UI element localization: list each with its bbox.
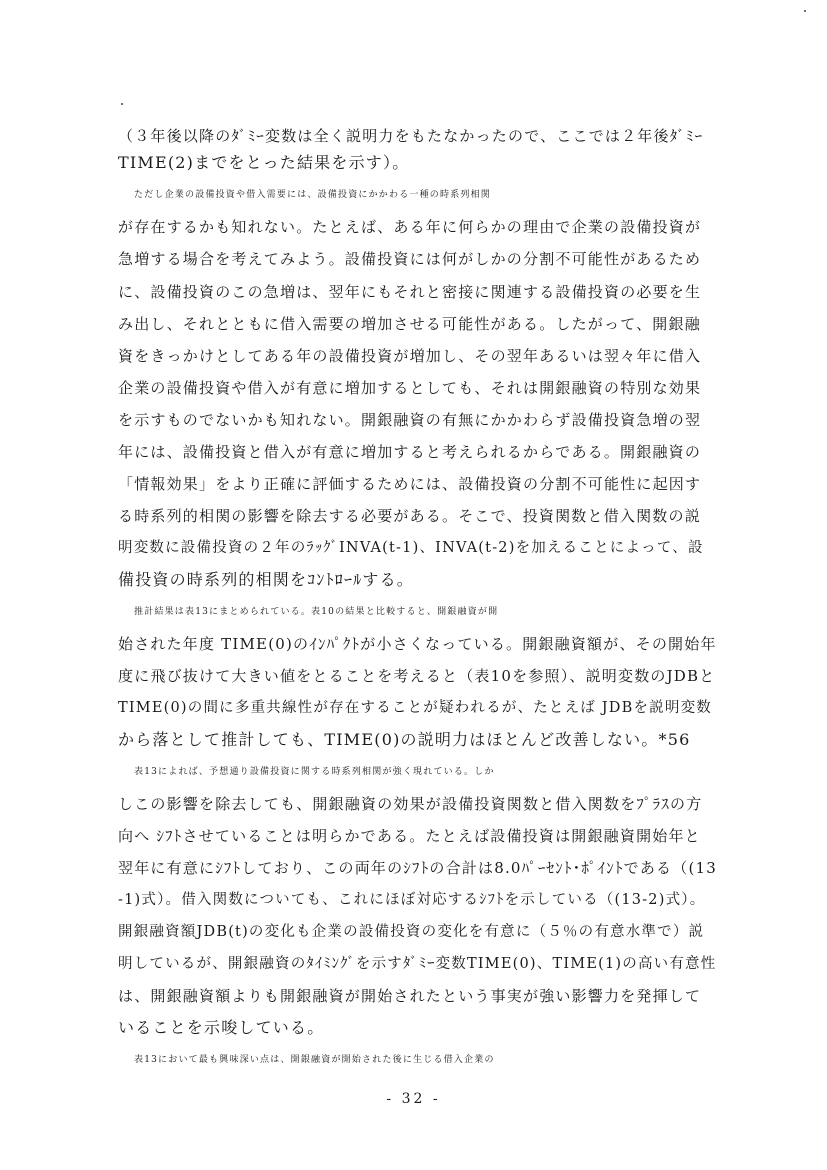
text-line: 備投資の時系列的相関をｺﾝﾄﾛｰﾙする。: [118, 570, 415, 589]
text-line: 明しているが、開銀融資のﾀｲﾐﾝｸﾞを示すﾀﾞﾐｰ変数TIME(0)、TIME(1)の高い有意性: [118, 956, 717, 972]
text-line: （３年後以降のﾀﾞﾐｰ変数は全く説明力をもたなかったので、ここでは２年後ﾀﾞﾐｰ: [118, 127, 704, 145]
scan-speck: [121, 103, 123, 105]
text-line: に、設備投資のこの急増は、翌年にもそれと密接に関連する設備投資の必要を生: [118, 283, 702, 301]
text-line: 急増する場合を考えてみよう。設備投資には何がしかの分割不可能性があるため: [118, 250, 702, 268]
text-line: み出し、それとともに借入需要の増加させる可能性がある。したがって、開銀融: [118, 315, 701, 333]
text-line: -1)式）。借入関数についても、これにほぼ対応するｼﾌﾄを示している（(13-2)式）。: [118, 892, 706, 908]
text-line: 始された年度 TIME(0)のｲﾝﾊﾟｸﾄが小さくなっている。開銀融資額が、その開始年: [118, 635, 717, 653]
text-line: しこの影響を除去しても、開銀融資の効果が設備投資関数と借入関数をﾌﾟﾗｽの方: [118, 795, 703, 813]
text-line: 表13によれば、予想通り設備投資に関する時系列相関が強く現れている。しか: [134, 767, 495, 777]
text-line: る時系列的相関の影響を除去する必要がある。そこで、投資関数と借入関数の説: [118, 507, 701, 525]
text-line: 開銀融資額JDB(t)の変化も企業の設備投資の変化を有意に（５％の有意水準で）説: [118, 924, 705, 940]
text-line: 向へ ｼﾌﾄさせていることは明らかである。たとえば設備投資は開銀融資開始年と: [118, 827, 701, 845]
text-line: 明変数に設備投資の２年のﾗｯｸﾞINVA(t-1)、INVA(t-2)を加えることによって、設: [118, 540, 704, 556]
text-line: 「情報効果」をより正確に評価するためには、設備投資の分割不可能性に起因す: [118, 475, 702, 493]
page-number: - 32 -: [386, 1091, 441, 1107]
text-line: 推計結果は表13にまとめられている。表10の結果と比較すると、開銀融資が開: [134, 607, 499, 617]
text-line: ただし企業の設備投資や借入需要には、設備投資にかかわる一種の時系列相関: [134, 190, 492, 200]
text-line: は、開銀融資額よりも開銀融資が開始されたという事実が強い影響力を発揮して: [118, 987, 702, 1005]
text-line: を示すものでないかも知れない。開銀融資の有無にかかわらず設備投資急増の翌: [118, 411, 702, 429]
text-line: TIME(2)までをとった結果を示す）。: [118, 153, 410, 172]
text-line: 表13において最も興味深い点は、開銀融資が開始された後に生じる借入企業の: [134, 1055, 495, 1065]
text-line: いることを示唆している。: [118, 1018, 325, 1037]
text-line: 企業の設備投資や借入が有意に増加するとしても、それは開銀融資の特別な効果: [118, 379, 702, 397]
text-line: 資をきっかけとしてある年の設備投資が増加し、その翌年あるいは翌々年に借入: [118, 347, 702, 365]
scan-speck: [804, 10, 806, 12]
text-line: 年には、設備投資と借入が有意に増加すると考えられるからである。開銀融資の: [118, 443, 702, 461]
text-line: 度に飛び抜けて大きい値をとることを考えると（表10を参照）、説明変数のJDBと: [118, 667, 716, 685]
text-line: TIME(0)の間に多重共線性が存在することが疑われるが、たとえば JDBを説明変数: [118, 700, 712, 716]
text-line: から落として推計しても、TIME(0)の説明力はほとんど改善しない。*56: [118, 730, 691, 749]
text-line: 翌年に有意にｼﾌﾄしており、この両年のｼﾌﾄの合計は8.0ﾊﾟｰｾﾝﾄ･ﾎﾟｲﾝﾄである（(13: [118, 859, 717, 877]
text-line: が存在するかも知れない。たとえば、ある年に何らかの理由で企業の設備投資が: [118, 218, 702, 236]
